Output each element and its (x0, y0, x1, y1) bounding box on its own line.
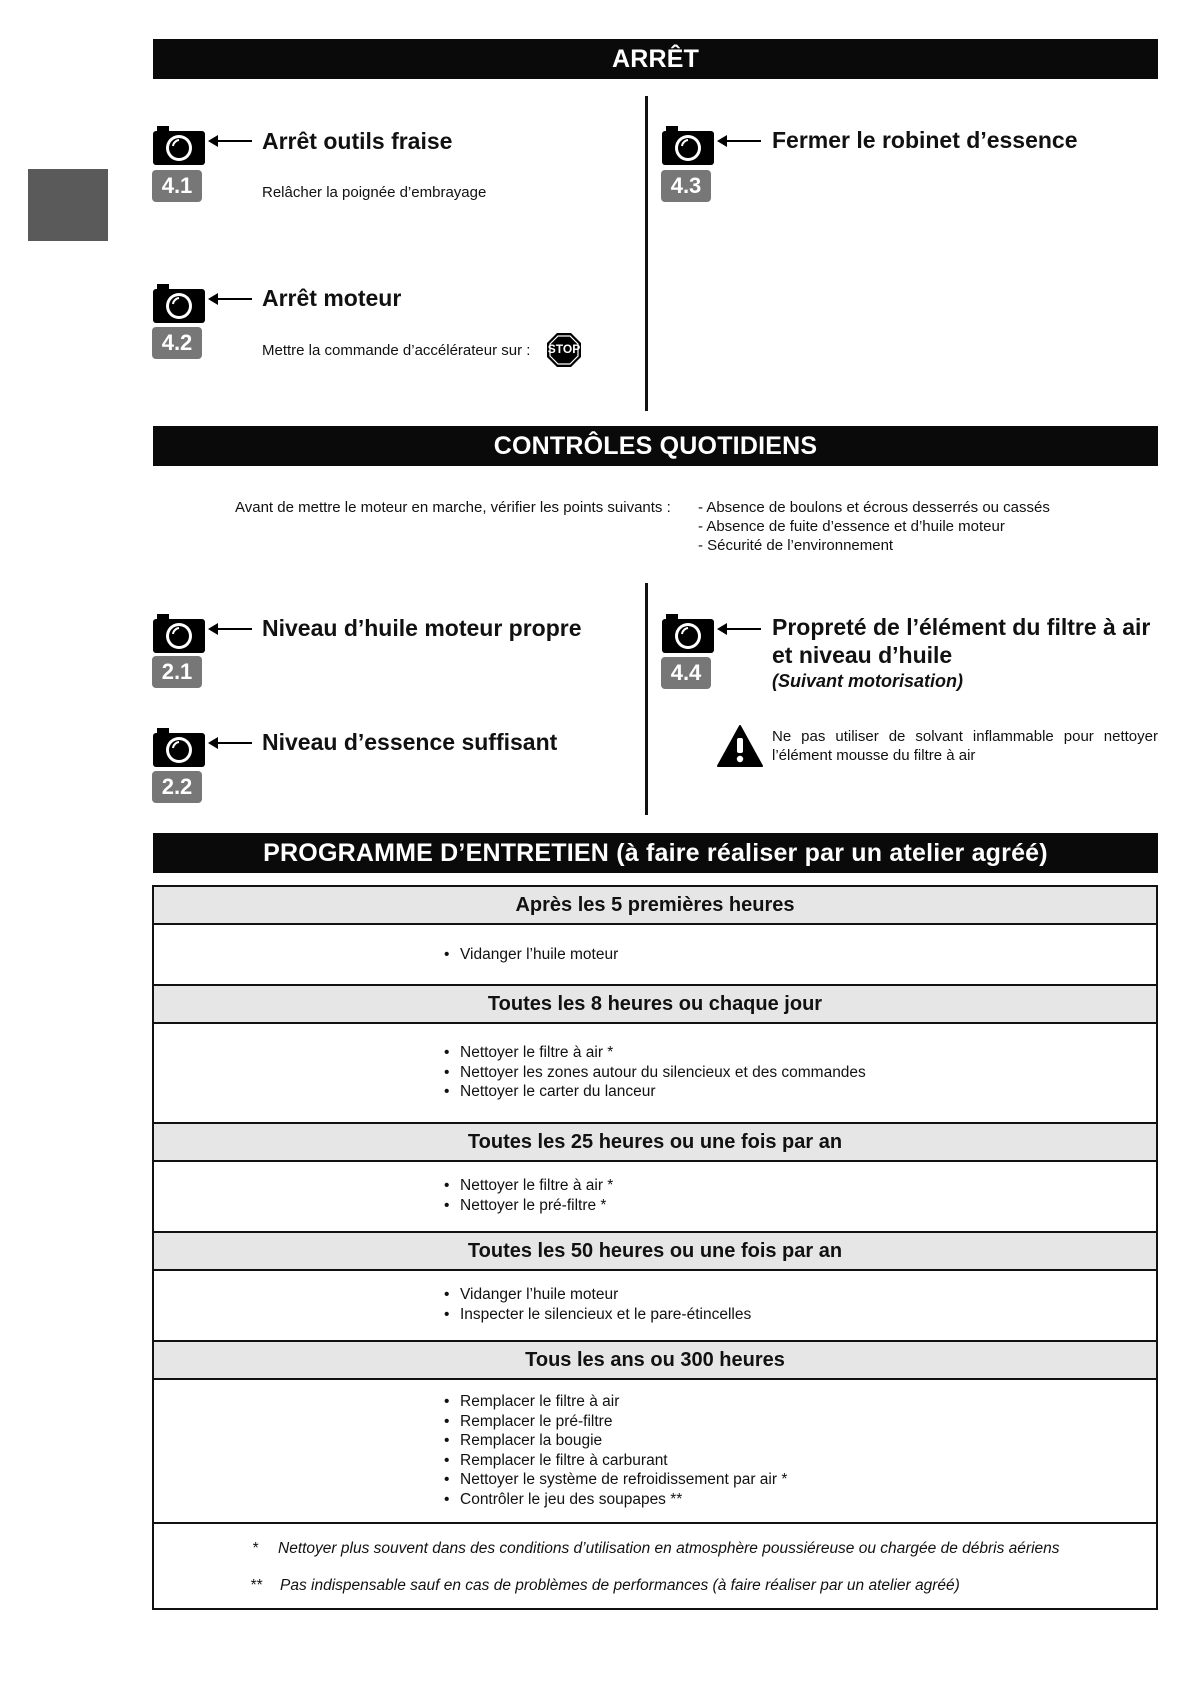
list-item: • Inspecter le silencieux et le pare-étincelles (444, 1305, 751, 1325)
step-title: Fermer le robinet d’essence (772, 127, 1078, 153)
camera-icon (152, 612, 206, 654)
list-item: • Remplacer le filtre à air (444, 1392, 787, 1412)
camera-icon (152, 282, 206, 324)
column-divider (645, 96, 648, 411)
footnotes (154, 1522, 1156, 1612)
list-item: • Nettoyer le pré-filtre * (444, 1196, 613, 1216)
list-item: • Nettoyer le filtre à air * (444, 1176, 613, 1196)
list-item: • Nettoyer les zones autour du silencieux et des commandes (444, 1063, 866, 1083)
list-item: • Vidanger l’huile moteur (444, 1285, 751, 1305)
step-badge: 2.2 (152, 771, 202, 803)
footnote-text: Nettoyer plus souvent dans des conditions d’utilisation en atmosphère poussiéreuse ou chargée de débris aériens (278, 1540, 1060, 1557)
list-item: • Vidanger l’huile moteur (444, 945, 618, 965)
camera-icon (661, 124, 715, 166)
interval-items (444, 1285, 751, 1324)
section-banner-arret: ARRÊT (153, 39, 1158, 79)
step-title: Propreté de l’élément du filtre à air (772, 614, 1151, 640)
step-badge: 4.2 (152, 327, 202, 359)
list-item: • Nettoyer le système de refroidissement par air * (444, 1470, 787, 1490)
check-item: - Absence de boulons et écrous desserrés ou cassés (698, 499, 1050, 516)
check-item: - Absence de fuite d’essence et d’huile moteur (698, 518, 1005, 535)
footnote-text: Pas indispensable sauf en cas de problèmes de performances (à faire réaliser par un atelier agréé) (280, 1577, 960, 1594)
interval-items (444, 1043, 866, 1102)
list-item: • Remplacer le filtre à carburant (444, 1451, 787, 1471)
interval-header: Après les 5 premières heures (154, 885, 1156, 925)
interval-header: Tous les ans ou 300 heures (154, 1340, 1156, 1380)
check-item: - Sécurité de l’environnement (698, 537, 894, 554)
list-item: • Contrôler le jeu des soupapes ** (444, 1490, 787, 1510)
interval-header: Toutes les 25 heures ou une fois par an (154, 1122, 1156, 1162)
interval-header: Toutes les 8 heures ou chaque jour (154, 984, 1156, 1024)
step-title: Arrêt moteur (262, 285, 402, 311)
chapter-tab (28, 169, 108, 241)
list-item: • Remplacer le pré-filtre (444, 1412, 787, 1432)
camera-icon (152, 726, 206, 768)
arrow-left-icon (208, 621, 252, 637)
arrow-left-icon (208, 291, 252, 307)
step-badge: 4.4 (661, 657, 711, 689)
interval-items (444, 1176, 613, 1215)
arrow-left-icon (717, 621, 761, 637)
step-title: Arrêt outils fraise (262, 128, 453, 154)
camera-icon (152, 124, 206, 166)
arrow-left-icon (208, 735, 252, 751)
interval-items (444, 1392, 787, 1510)
warning-text: Ne pas utiliser de solvant inflammable pour nettoyer l’élément mousse du filtre à air (772, 728, 1158, 764)
step-badge: 4.1 (152, 170, 202, 202)
step-text: Mettre la commande d’accélérateur sur : (262, 342, 531, 359)
interval-items (444, 945, 618, 965)
list-item: • Nettoyer le carter du lanceur (444, 1082, 866, 1102)
maintenance-table (152, 885, 1158, 1610)
checks-intro: Avant de mettre le moteur en marche, vérifier les points suivants : (235, 499, 671, 516)
step-title-continued: et niveau d’huile (772, 642, 953, 668)
section-banner-programme: PROGRAMME D’ENTRETIEN (à faire réaliser par un atelier agréé) (153, 833, 1158, 873)
arrow-left-icon (717, 133, 761, 149)
step-title: Niveau d’huile moteur propre (262, 615, 582, 641)
stop-sign-icon: STOP (546, 332, 582, 368)
footnote-mark: ** (250, 1577, 263, 1594)
step-subtitle: (Suivant motorisation) (772, 671, 964, 691)
section-banner-controles: CONTRÔLES QUOTIDIENS (153, 426, 1158, 466)
warning-icon (716, 724, 764, 768)
interval-header: Toutes les 50 heures ou une fois par an (154, 1231, 1156, 1271)
camera-icon (661, 612, 715, 654)
step-badge: 2.1 (152, 656, 202, 688)
step-badge: 4.3 (661, 170, 711, 202)
arrow-left-icon (208, 133, 252, 149)
list-item: • Nettoyer le filtre à air * (444, 1043, 866, 1063)
step-title: Niveau d’essence suffisant (262, 729, 558, 755)
list-item: • Remplacer la bougie (444, 1431, 787, 1451)
footnote-mark: * (252, 1540, 259, 1557)
step-text: Relâcher la poignée d’embrayage (262, 184, 487, 201)
column-divider (645, 583, 648, 815)
